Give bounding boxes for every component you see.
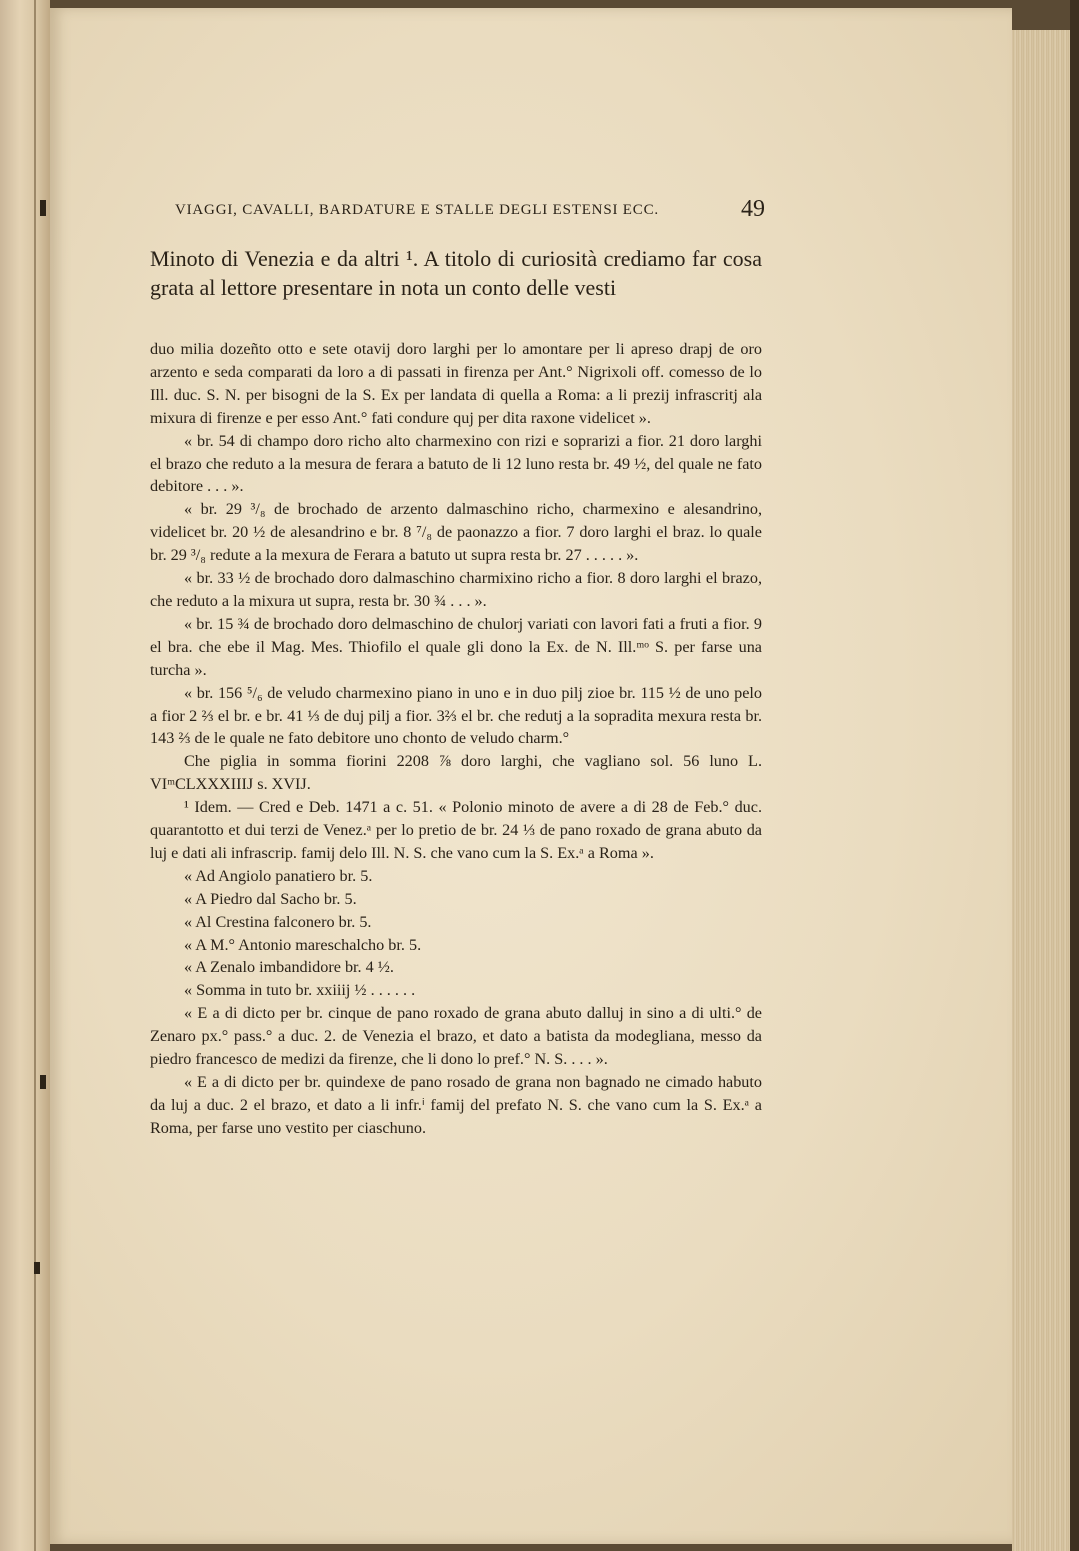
running-head: VIAGGI, CAVALLI, BARDATURE E STALLE DEGLI ESTENSI ECC. [175,202,659,218]
page-header [175,198,765,224]
note-paragraph: « E a di dicto per br. cinque de pano roxado de grana abuto dalluj in sino a di ulti.° de Zenaro px.° pass.° a duc. 2. de Venezia el brazo, et dato a batista da modegliana, messo da piedro francesco de medizi da firenze, che li dono lo pref.° N. S. . . . ». [150,1004,762,1069]
list-item: « A Piedro dal Sacho br. 5. [184,889,357,908]
list-item: « Ad Angiolo panatiero br. 5. [184,866,373,885]
note-paragraph: duo milia dozeñto otto e sete otavij doro larghi per lo amontare per li apreso drapj de oro arzento e seda comparati da loro a di passati in firenza per Ant.° Nigrixoli off. comesso de lo Ill. duc. S. N. per bisogni de la S. Ex per landata di quella a Roma: a li prezij infrascritj ala mixura di firenze e per esso Ant.° fati condure quj per dita raxone videlicet ». [150,340,762,427]
footnote-block [150,338,762,1140]
note-paragraph: « E a di dicto per br. quindexe de pano rosado de grana non bagnado ne cimado habuto da luj a duc. 2 el brazo, et dato a li infr.ⁱ famij del prefato N. S. che vano cum la S. Ex.ᵃ a Roma, per farse uno vestito per ciaschuno. [150,1073,762,1137]
note-paragraph: « br. 54 di champo doro richo alto charmexino con rizi e soprarizi a fior. 21 doro larghi el brazo che reduto a la mesura de ferara a batuto de li 12 luno resta br. 49 ½, del quale ne fato debitore . . . ». [150,431,762,496]
book-gutter [0,0,50,1551]
page-fore-edge [1012,30,1079,1551]
note-paragraph: « br. 29 ³/₈ de brochado de arzento dalmaschino richo, charmexino e alesandrino, videlicet br. 20 ½ de alesandrino e br. 8 ⁷/₈ de paonazzo a fior. 7 doro larghi el braz. lo quale br. 29 ³/₈ redute a la mexura de Ferara a batuto ut supra resta br. 27 . . . . . ». [150,500,762,565]
gutter-marker-mid [40,1075,46,1089]
gutter-marker-top [40,200,46,216]
list-item: « A M.° Antonio mareschalcho br. 5. [184,935,422,954]
gutter-binding-line [34,0,36,1551]
main-paragraph: Minoto di Venezia e da altri ¹. A titolo di curiosità crediamo far cosa grata al lettore presentare in nota un conto delle vesti [150,246,762,300]
list-item: « Al Crestina falconero br. 5. [184,912,372,931]
note-paragraph: « br. 15 ¾ de brochado doro delmaschino de chulorj variati con lavori fati a fruti a fior. 9 el bra. che ebe il Mag. Mes. Thiofilo el quale gli dono la Ex. de N. Ill.ᵐᵒ S. per farse una turcha ». [150,614,762,679]
note-paragraph: Che piglia in somma fiorini 2208 ⅞ doro larghi, che vagliano sol. 56 luno L. VIᵐCLXXXIIIJ s. XVIJ. [150,752,762,794]
list-item: « Somma in tuto br. xxiiij ½ . . . . . . [184,981,416,1000]
list-item: « A Zenalo imbandidore br. 4 ½. [184,958,394,977]
gutter-marker-low [34,1262,40,1274]
note-paragraph: « br. 156 ⁵/₆ de veludo charmexino piano in uno e in duo pilj zioe br. 115 ½ de uno pelo a fior 2 ⅔ el br. e br. 41 ⅓ de duj pilj a fior. 3⅔ el br. che redutj a la sopradita mexura resta br. 143 ⅔ de le quale ne fato debitore uno chonto de veludo charm.° [150,683,762,748]
note-paragraph: « br. 33 ½ de brochado doro dalmaschino charmixino richo a fior. 8 doro larghi el brazo, che reduto a la mixura ut supra, resta br. 30 ¾ . . . ». [150,569,762,610]
footnote-paragraph: ¹ Idem. — Cred e Deb. 1471 a c. 51. « Polonio minoto de avere a di 28 de Feb.° duc. quarantotto et dui terzi de Venez.ᵃ per lo pretio de br. 24 ⅓ de pano roxado de grana abuto da luj e dati ali infrascrip. famij delo Ill. N. S. che vano cum la S. Ex.ᵃ a Roma ». [150,798,762,862]
page-number: 49 [741,196,765,222]
book-cover-edge [1070,0,1079,1551]
